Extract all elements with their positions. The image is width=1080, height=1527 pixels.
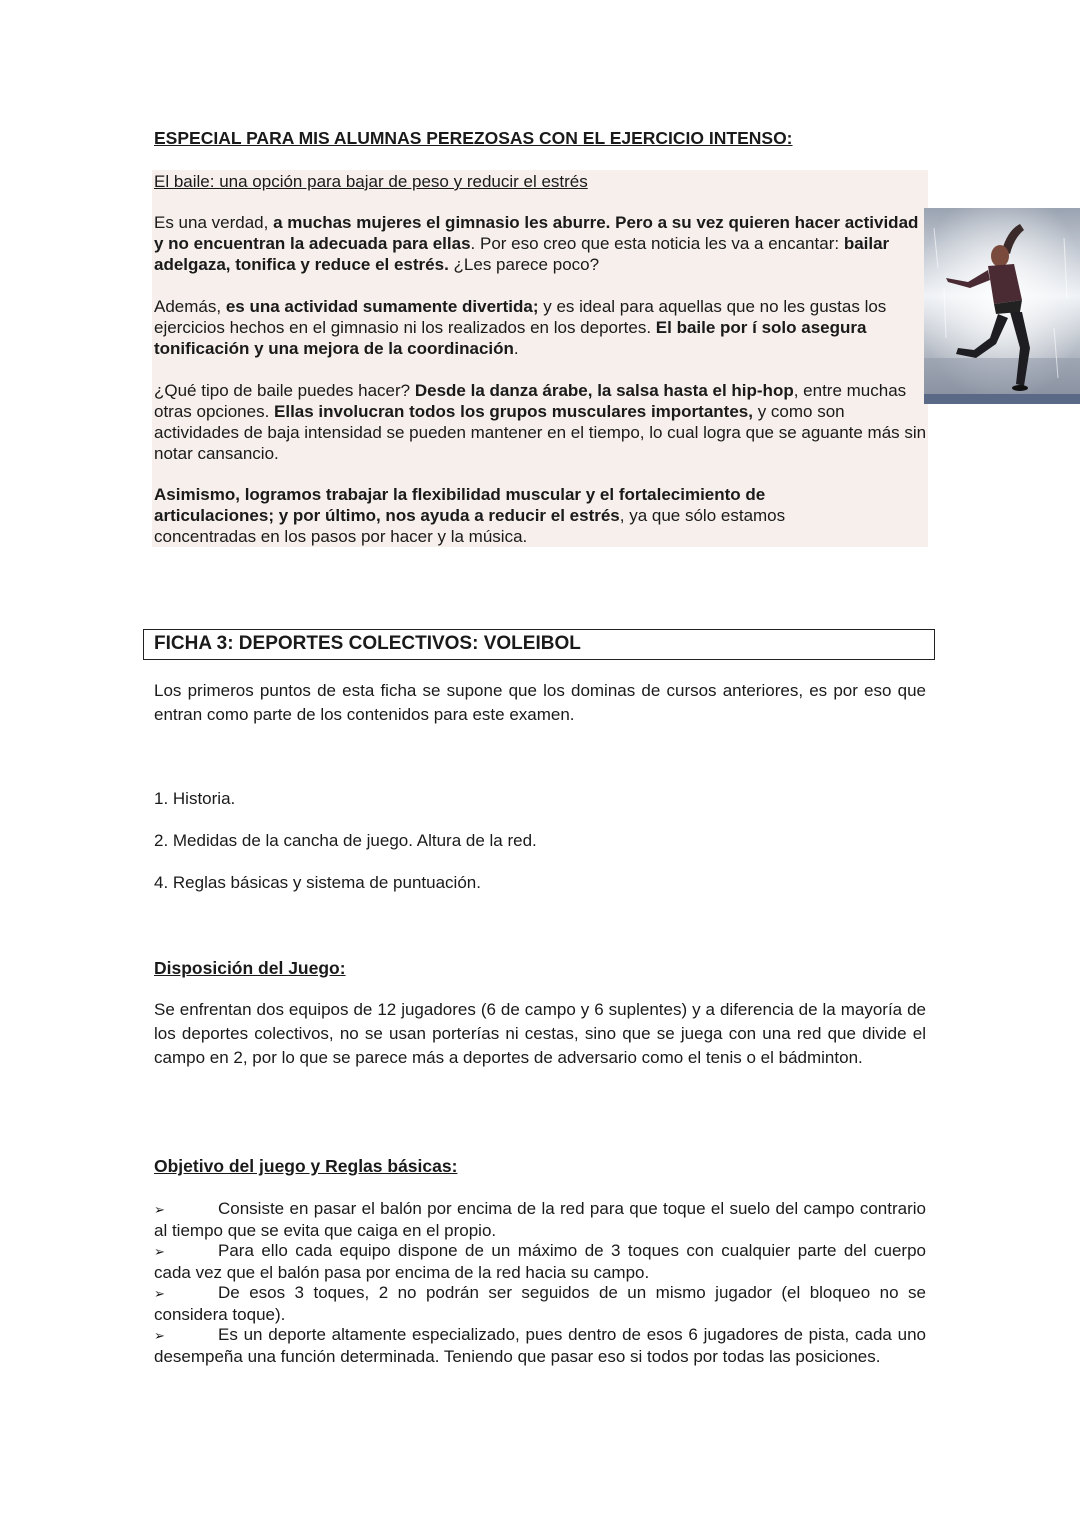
dancer-photo bbox=[924, 208, 1080, 404]
arrow-bullet-icon: ➢ bbox=[154, 1286, 165, 1301]
arrow-bullet-icon: ➢ bbox=[154, 1244, 165, 1259]
dance-paragraph-4: Asimismo, logramos trabajar la flexibilidad muscular y el fortalecimiento de articulaciones; y por último, nos ayuda a reducir el estrés, ya que sólo estamos concentradas en los pasos por hacer y la música. bbox=[154, 485, 786, 546]
dance-subtitle: El baile: una opción para bajar de peso y reducir el estrés bbox=[154, 172, 588, 191]
ficha-title: FICHA 3: DEPORTES COLECTIVOS: VOLEIBOL bbox=[154, 633, 581, 654]
page-heading: ESPECIAL PARA MIS ALUMNAS PEREZOSAS CON EL EJERCICIO INTENSO: bbox=[154, 128, 793, 148]
list-item: 4. Reglas básicas y sistema de puntuación. bbox=[154, 873, 481, 892]
disposicion-text: Se enfrentan dos equipos de 12 jugadores (6 de campo y 6 suplentes) y a diferencia de la mayoría de los deportes colectivos, no se usan porterías ni cestas, sino que se juega con una red que divide el campo en 2, por lo que se parece más a deportes de adversario como el tenis o el bádminton. bbox=[154, 1000, 926, 1067]
dance-paragraph-2: Además, es una actividad sumamente divertida; y es ideal para aquellas que no les gustas los ejercicios hechos en el gimnasio ni los realizados en los deportes. El baile por í solo asegura tonificación y una mejora de la coordinación. bbox=[154, 297, 887, 358]
objetivo-heading: Objetivo del juego y Reglas básicas: bbox=[154, 1156, 458, 1176]
disposicion-heading: Disposición del Juego: bbox=[154, 958, 346, 978]
list-item: 1. Historia. bbox=[154, 789, 236, 808]
arrow-bullet-icon: ➢ bbox=[154, 1202, 165, 1217]
bullet-item: ➢ Es un deporte altamente especializado, pues dentro de esos 6 jugadores de pista, cada uno desempeña una función determinada. Teniendo que pasar eso si todos por todas las posiciones. bbox=[154, 1325, 926, 1366]
bullet-item: ➢ De esos 3 toques, 2 no podrán ser seguidos de un mismo jugador (el bloqueo no se considera toque). bbox=[154, 1283, 926, 1324]
bullet-item: ➢ Para ello cada equipo dispone de un máximo de 3 toques con cualquier parte del cuerpo cada vez que el balón pasa por encima de la red hacia su campo. bbox=[154, 1241, 926, 1282]
list-item: 2. Medidas de la cancha de juego. Altura de la red. bbox=[154, 831, 537, 850]
arrow-bullet-icon: ➢ bbox=[154, 1328, 165, 1343]
dance-paragraph-1: Es una verdad, a muchas mujeres el gimnasio les aburre. Pero a su vez quieren hacer actividad y no encuentran la adecuada para ellas. Por eso creo que esta noticia les va a encantar: bailar adelgaza, tonifica y reduce el estrés. ¿Les parece poco? bbox=[154, 213, 919, 274]
dance-paragraph-3: ¿Qué tipo de baile puedes hacer? Desde la danza árabe, la salsa hasta el hip-hop, entre muchas otras opciones. Ellas involucran todos los grupos musculares importantes, y como son actividades de baja intensidad se pueden mantener en el tiempo, lo cual logra que se aguante más sin notar cansancio. bbox=[154, 381, 927, 463]
ficha-intro: Los primeros puntos de esta ficha se supone que los dominas de cursos anteriores, es por eso que entran como parte de los contenidos para este examen. bbox=[154, 681, 926, 724]
bullet-item: ➢ Consiste en pasar el balón por encima de la red para que toque el suelo del campo contrario al tiempo que se evita que caiga en el propio. bbox=[154, 1199, 926, 1240]
